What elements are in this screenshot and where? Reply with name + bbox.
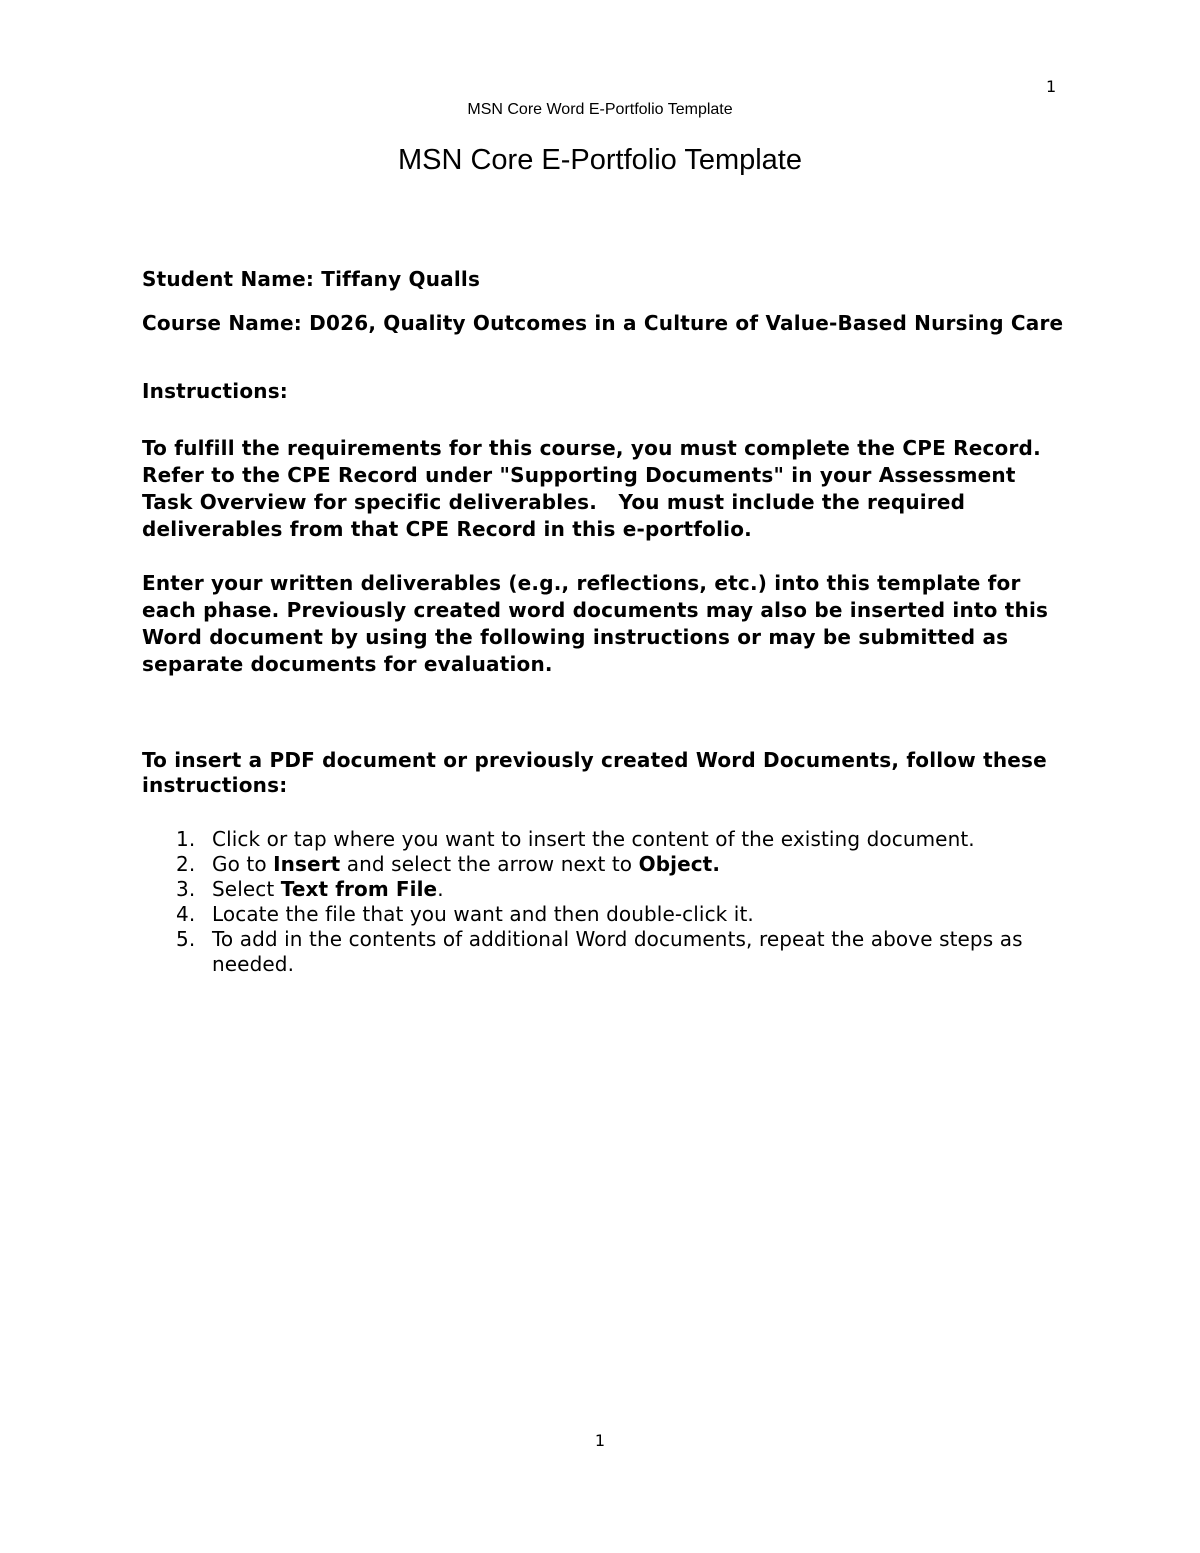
course-name-label: Course Name:: [142, 311, 302, 335]
step-bold-text-from-file: Text from File: [280, 877, 438, 901]
step-text-mid: and select the arrow next to: [340, 852, 639, 876]
student-name-line: [142, 266, 1067, 293]
student-name-label: Student Name:: [142, 267, 315, 291]
step-bold-insert: Insert: [273, 852, 341, 876]
footer-page-number: 1: [594, 1431, 606, 1450]
step-number: 4.: [176, 902, 196, 926]
step-text: Click or tap where you want to insert the content of the existing document.: [212, 827, 975, 851]
insert-instructions-heading: To insert a PDF document or previously created Word Documents, follow these instructions:: [142, 748, 1047, 797]
list-item: [142, 927, 1067, 977]
insert-steps-list: [142, 827, 1067, 977]
instructions-paragraph-2: Enter your written deliverables (e.g., reflections, etc.) into this template for each phase. Previously created word documents may also be inserted into this Word document by using the following instructions or may be submitted as separate documents for evaluation.: [142, 571, 1049, 676]
list-item: [142, 852, 1067, 877]
step-number: 2.: [176, 852, 196, 876]
course-name-value: D026, Quality Outcomes in a Culture of Value-Based Nursing Care: [309, 311, 1064, 335]
header-page-number: 1: [1046, 77, 1057, 96]
list-item: [142, 902, 1067, 927]
student-name-value: Tiffany Qualls: [321, 267, 481, 291]
running-header: MSN Core Word E-Portfolio Template: [467, 101, 733, 118]
step-bold-object: Object.: [638, 852, 721, 876]
step-text-post: .: [437, 877, 444, 901]
document-title: MSN Core E-Portfolio Template: [397, 144, 802, 176]
step-text-pre: Select: [212, 877, 281, 901]
step-number: 1.: [176, 827, 196, 851]
course-name-line: [142, 310, 1067, 337]
step-text-pre: Go to: [212, 852, 274, 876]
step-number: 3.: [176, 877, 196, 901]
step-number: 5.: [176, 927, 196, 951]
step-text: To add in the contents of additional Word documents, repeat the above steps as needed.: [212, 927, 1023, 976]
list-item: [142, 827, 1067, 852]
list-item: [142, 877, 1067, 902]
step-text: Locate the file that you want and then double-click it.: [212, 902, 754, 926]
instructions-paragraph-1: To fulfill the requirements for this course, you must complete the CPE Record. Refer to the CPE Record under "Supporting Documents" in your Assessment Task Overview for specific deliverables. You must include the required deliverables from that CPE Record in this e-portfolio.: [142, 436, 1063, 541]
instructions-label: Instructions:: [142, 379, 288, 403]
